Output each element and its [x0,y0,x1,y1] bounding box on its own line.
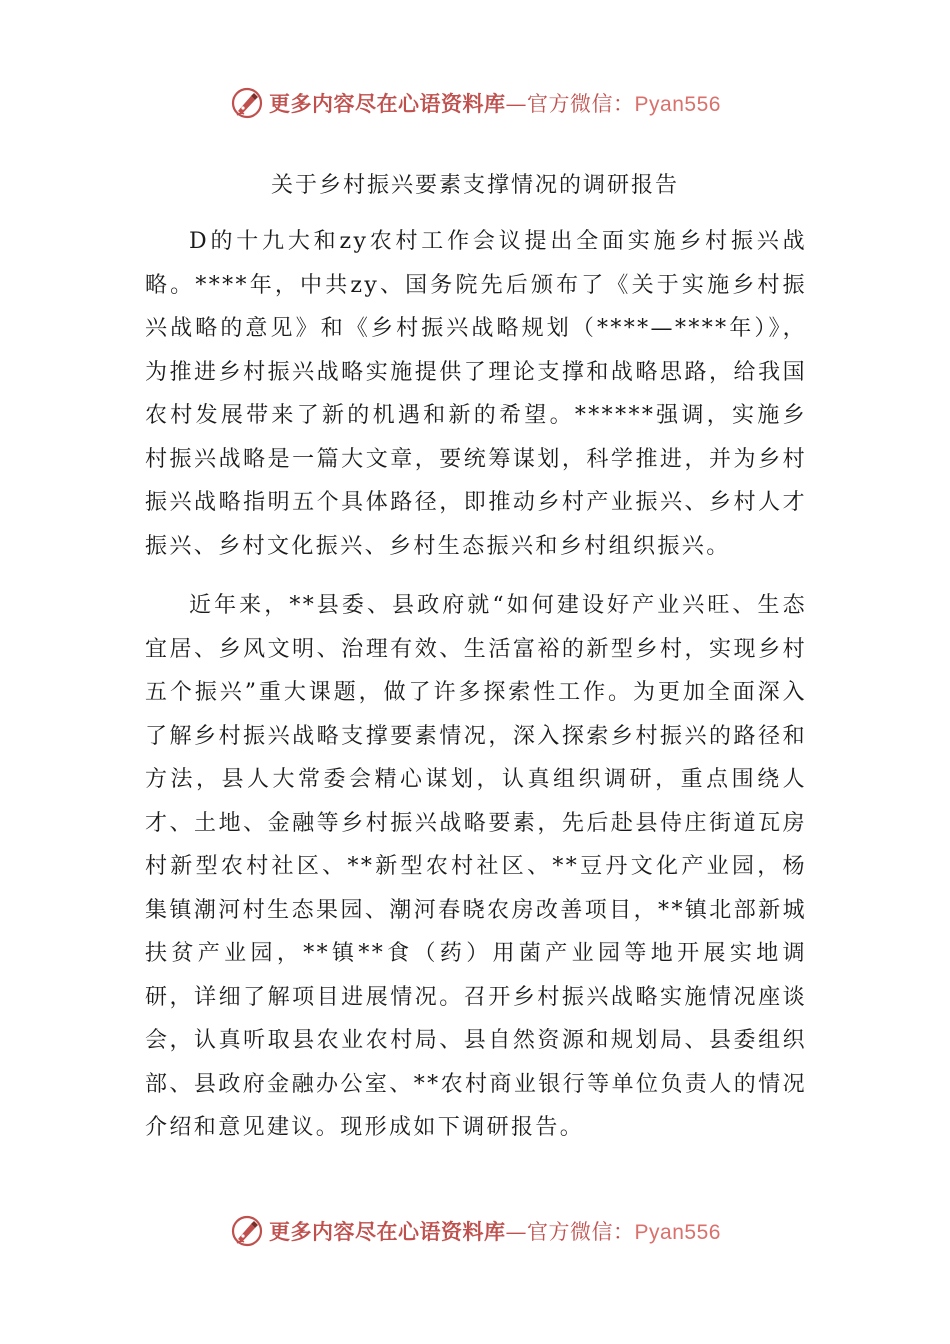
footer-banner [0,1208,950,1254]
banner-text [269,88,721,118]
banner-wechat-label: 官方微信： [527,1220,635,1244]
banner-wechat-handle: Pyan556 [634,93,721,116]
paragraph: 近年来，**县委、县政府就“如何建设好产业兴旺、生态宜居、乡风文明、治理有效、生活富裕的新型乡村，实现乡村五个振兴”重大课题，做了许多探索性工作。为更加全面深入了解乡村振兴战略支撑要素情况，深入探索乡村振兴的路径和方法，县人大常委会精心谋划，认真组织调研，重点围绕人才、土地、金融等乡村振兴战略要素，先后赴县侍庄街道瓦房村新型农村社区、**新型农村社区、**豆丹文化产业园，杨集镇潮河村生态果园、潮河春晓农房改善项目，**镇北部新城扶贫产业园，**镇**食（药）用菌产业园等地开展实地调研，详细了解项目进展情况。召开乡村振兴战略实施情况座谈会，认真听取县农业农村局、县自然资源和规划局、县委组织部、县政府金融办公室、**农村商业银行等单位负责人的情况介绍和意见建议。现形成如下调研报告。 [145,593,807,1140]
document-title: 关于乡村振兴要素支撑情况的调研报告 [270,173,679,198]
pen-nib-logo-icon [229,85,265,121]
banner-separator: — [505,92,528,116]
banner-main-text: 更多内容尽在心语资料库 [269,91,506,116]
banner-wechat-label: 官方微信： [527,92,635,116]
document-body [145,220,807,1150]
banner-wechat-handle: Pyan556 [634,1221,721,1244]
pen-nib-logo-icon [229,1213,265,1249]
banner-text [269,1216,721,1246]
paragraph: D的十九大和zy农村工作会议提出全面实施乡村振兴战略。****年，中共zy、国务院先后颁布了《关于实施乡村振兴战略的意见》和《乡村振兴战略规划（****—****年）》，为推进乡村振兴战略实施提供了理论支撑和战略思路，给我国农村发展带来了新的机遇和新的希望。******强调，实施乡村振兴战略是一篇大文章，要统筹谋划，科学推进，并为乡村振兴战略指明五个具体路径，即推动乡村产业振兴、乡村人才振兴、乡村文化振兴、乡村生态振兴和乡村组织振兴。 [145,229,807,559]
header-banner [0,80,950,126]
banner-main-text: 更多内容尽在心语资料库 [269,1219,506,1244]
banner-separator: — [505,1220,528,1244]
